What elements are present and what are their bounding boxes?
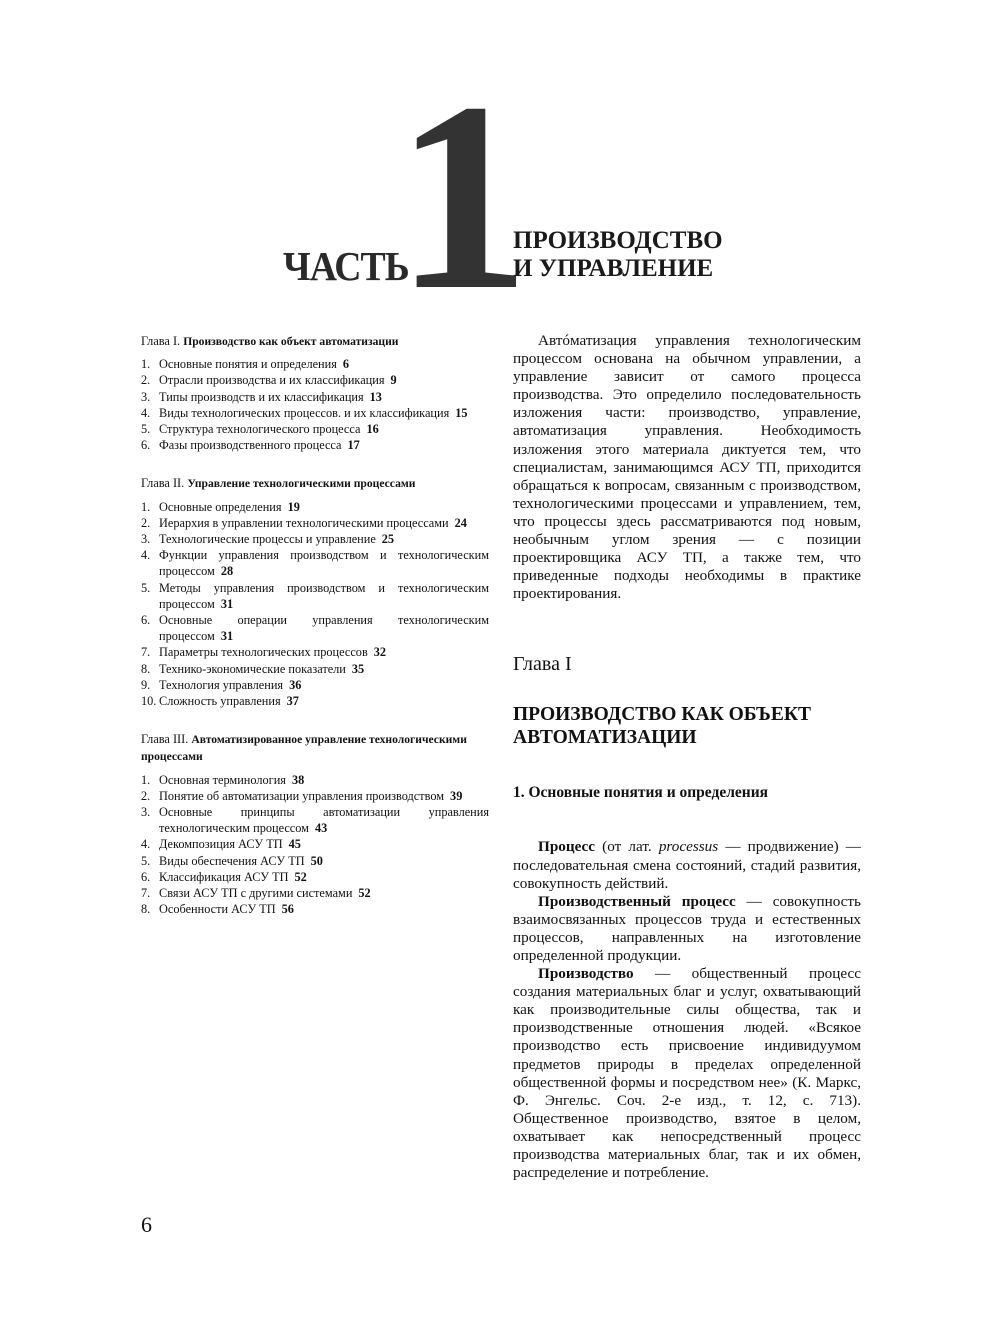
definition-production: Производство — общественный процесс создания материальных благ и услуг, охватывающий как производительные силы общества, так и производственные отношения людей. «Всякое производство есть присвоение индивидуумом предметов природы в пределах определенной общественной формы и посредством нее» (К. Маркс, Ф. Энгельс. Соч. 2-е изд., т. 12, с. 713). Общественное производство, взятое в целом, охватывает как непосредственный процесс производства материальных благ, так и их обмен, распределение и потребление. xyxy=(513,965,861,1182)
toc-item-text: Технология управления xyxy=(159,677,284,692)
toc-item[interactable] xyxy=(141,372,489,388)
toc-item-text: Фазы производственного процесса xyxy=(159,438,342,453)
toc-item-page: 9 xyxy=(390,373,397,388)
toc-item-text: Связи АСУ ТП с другими системами xyxy=(159,886,353,901)
toc-item-number: 4. xyxy=(141,548,151,563)
toc-item-text: Параметры технологических процессов xyxy=(159,645,368,660)
toc-item-page: 39 xyxy=(450,788,463,803)
definitions xyxy=(513,838,861,1182)
toc-item-text: Основные понятия и определения xyxy=(159,357,337,372)
term: Производство xyxy=(538,965,634,983)
toc-item-page: 32 xyxy=(373,645,387,660)
toc-item[interactable] xyxy=(141,499,489,515)
toc-item[interactable] xyxy=(141,788,489,804)
toc-item-page: 24 xyxy=(454,515,467,530)
part-word: ЧАСТЬ xyxy=(283,243,409,289)
toc-item-number: 1. xyxy=(141,499,151,514)
toc-item-page: 31 xyxy=(220,596,234,611)
toc-item-page: 6 xyxy=(342,357,350,372)
toc-item-text: Технико-экономические показатели xyxy=(159,661,346,676)
term: Производственный процесс xyxy=(538,892,736,910)
table-of-contents xyxy=(141,333,489,940)
toc-item-text: Виды технологических процессов. и их классификация xyxy=(159,405,450,420)
toc-item[interactable] xyxy=(141,405,489,421)
main-text-column xyxy=(513,332,861,1182)
part-title-line1: ПРОИЗВОДСТВО xyxy=(513,227,723,254)
toc-item-text: Основные принципы автоматизации управления технологическим процессом xyxy=(159,805,489,836)
toc-item[interactable] xyxy=(141,661,489,677)
toc-item-text: Основные операции управления технологическим процессом xyxy=(159,613,489,644)
toc-item-page: 37 xyxy=(286,694,299,709)
toc-item-page: 52 xyxy=(294,869,307,884)
toc-item-page: 50 xyxy=(310,853,323,868)
toc-item-page: 36 xyxy=(289,677,302,692)
toc-item[interactable] xyxy=(141,389,489,405)
toc-item-page: 35 xyxy=(351,661,365,676)
toc-chapter-title: Автоматизированное управление технологическими процессами xyxy=(141,733,467,764)
toc-item-text: Понятие об автоматизации управления производством xyxy=(159,788,445,803)
toc-item-number: 2. xyxy=(141,515,151,530)
toc-item-number: 10. xyxy=(141,694,157,709)
toc-item-number: 1. xyxy=(141,772,151,787)
toc-item-page: 28 xyxy=(220,564,234,579)
toc-item-text: Основная терминология xyxy=(159,772,286,787)
toc-item-number: 6. xyxy=(141,613,151,628)
toc-chapter-heading xyxy=(141,475,489,492)
toc-item-number: 5. xyxy=(141,580,151,595)
toc-item[interactable] xyxy=(141,804,489,836)
definition-process: Процесс (от лат. processus — продвижение) — последовательная смена состояний, стадий развития, совокупность действий. xyxy=(513,838,861,892)
toc-chapter-label: Глава I. xyxy=(141,334,181,348)
toc-item[interactable] xyxy=(141,772,489,788)
toc-item-page: 43 xyxy=(314,821,328,836)
toc-list xyxy=(141,772,489,918)
toc-item-number: 7. xyxy=(141,886,151,901)
part-number: 1 xyxy=(395,47,530,346)
toc-item[interactable] xyxy=(141,885,489,901)
toc-chapter-title: Производство как объект автоматизации xyxy=(183,335,399,348)
toc-list xyxy=(141,499,489,710)
toc-item[interactable] xyxy=(141,547,489,579)
toc-item-page: 52 xyxy=(358,886,371,901)
chapter-title: ПРОИЗВОДСТВО КАК ОБЪЕКТ АВТОМАТИЗАЦИИ xyxy=(513,704,811,749)
toc-item-number: 5. xyxy=(141,422,151,437)
toc-item[interactable] xyxy=(141,531,489,547)
intro-paragraph: Автóматизация управления технологическим процессом основана на обычном управлении, а управление зависит от самого процесса производства. Это определило последовательность изложения части: производство, управление, автоматизация управления. Необходимость изложения этого материала диктуется тем, что специалистам, занимающимся АСУ ТП, приходится обращаться к вопросам, связанным с производством, технологическими процессами и управлением, тем, что процессы здесь рассматриваются под новым, необычным углом зрения — с позиции проектировщика АСУ ТП, а также тем, что приведенные подходы необходимы в практике проектирования. xyxy=(513,332,861,603)
toc-item-number: 4. xyxy=(141,837,151,852)
toc-chapter-title: Управление технологическими процессами xyxy=(187,477,416,491)
toc-item[interactable] xyxy=(141,580,489,612)
toc-item-page: 56 xyxy=(281,902,294,917)
toc-item[interactable] xyxy=(141,356,489,372)
toc-item-page: 16 xyxy=(366,422,379,437)
toc-item-text: Структура технологического процесса xyxy=(159,422,361,437)
toc-item-text: Типы производств и их классификация xyxy=(159,389,364,404)
toc-item-text: Функции управления производством и технологическим процессом xyxy=(159,548,489,579)
toc-item[interactable] xyxy=(141,644,489,660)
toc-item-number: 7. xyxy=(141,645,151,660)
term: Процесс xyxy=(538,838,596,856)
toc-item-number: 6. xyxy=(141,869,151,884)
latin-term: processus xyxy=(658,838,719,856)
toc-item-text: Сложность управления xyxy=(159,694,281,709)
toc-item-page: 38 xyxy=(291,772,305,787)
part-title-line2: И УПРАВЛЕНИЕ xyxy=(513,255,714,282)
toc-item-number: 3. xyxy=(141,805,151,820)
toc-chapter-label: Глава III. xyxy=(141,732,189,747)
toc-chapter-heading xyxy=(141,731,489,765)
toc-item[interactable] xyxy=(141,869,489,885)
toc-item-page: 19 xyxy=(287,499,300,514)
toc-item-page: 13 xyxy=(369,389,382,404)
toc-item[interactable] xyxy=(141,836,489,852)
toc-item-text: Технологические процессы и управление xyxy=(159,532,376,547)
toc-item-number: 3. xyxy=(141,532,151,547)
toc-item-number: 2. xyxy=(141,788,151,803)
toc-item-number: 3. xyxy=(141,389,151,404)
toc-item-number: 4. xyxy=(141,405,151,420)
toc-item-page: 31 xyxy=(220,629,234,644)
toc-item-text: Декомпозиция АСУ ТП xyxy=(159,837,283,852)
toc-item-number: 2. xyxy=(141,373,151,388)
chapter-label: Глава I xyxy=(513,653,572,676)
toc-item-text: Основные определения xyxy=(159,499,282,514)
definition-production-process: Производственный процесс — совокупность взаимосвязанных процессов труда и естественных процессов, направленных на изготовление определенной продукции. xyxy=(513,892,861,964)
toc-list xyxy=(141,356,489,453)
toc-item-text: Классификация АСУ ТП xyxy=(159,869,289,884)
toc-item-number: 6. xyxy=(141,438,151,453)
toc-item[interactable] xyxy=(141,693,489,709)
toc-item-page: 15 xyxy=(455,405,468,420)
toc-item-text: Особенности АСУ ТП xyxy=(159,902,276,917)
toc-chapter-heading xyxy=(141,333,489,350)
toc-item-text: Виды обеспечения АСУ ТП xyxy=(159,853,305,868)
toc-item[interactable] xyxy=(141,853,489,869)
toc-item-page: 17 xyxy=(347,438,360,453)
toc-item-page: 25 xyxy=(381,532,395,547)
toc-item-text: Методы управления производством и технологическим процессом xyxy=(159,580,489,611)
toc-item[interactable] xyxy=(141,437,489,453)
page-number: 6 xyxy=(141,1212,152,1237)
toc-item-page: 45 xyxy=(288,837,301,852)
toc-item[interactable] xyxy=(141,612,489,644)
toc-item[interactable] xyxy=(141,421,489,437)
toc-item-text: Отрасли производства и их классификация xyxy=(159,373,385,388)
toc-chapter-label: Глава II. xyxy=(141,476,185,491)
toc-item-text: Иерархия в управлении технологическими процессами xyxy=(159,515,449,530)
section-title: 1. Основные понятия и определения xyxy=(513,784,769,802)
toc-item-number: 9. xyxy=(141,677,151,692)
toc-item-number: 1. xyxy=(141,357,151,372)
part-title xyxy=(513,227,723,283)
toc-item-number: 8. xyxy=(141,661,151,676)
toc-item[interactable] xyxy=(141,901,489,917)
toc-item-number: 8. xyxy=(141,902,151,917)
toc-item[interactable] xyxy=(141,515,489,531)
toc-item-number: 5. xyxy=(141,853,151,868)
toc-item[interactable] xyxy=(141,677,489,693)
